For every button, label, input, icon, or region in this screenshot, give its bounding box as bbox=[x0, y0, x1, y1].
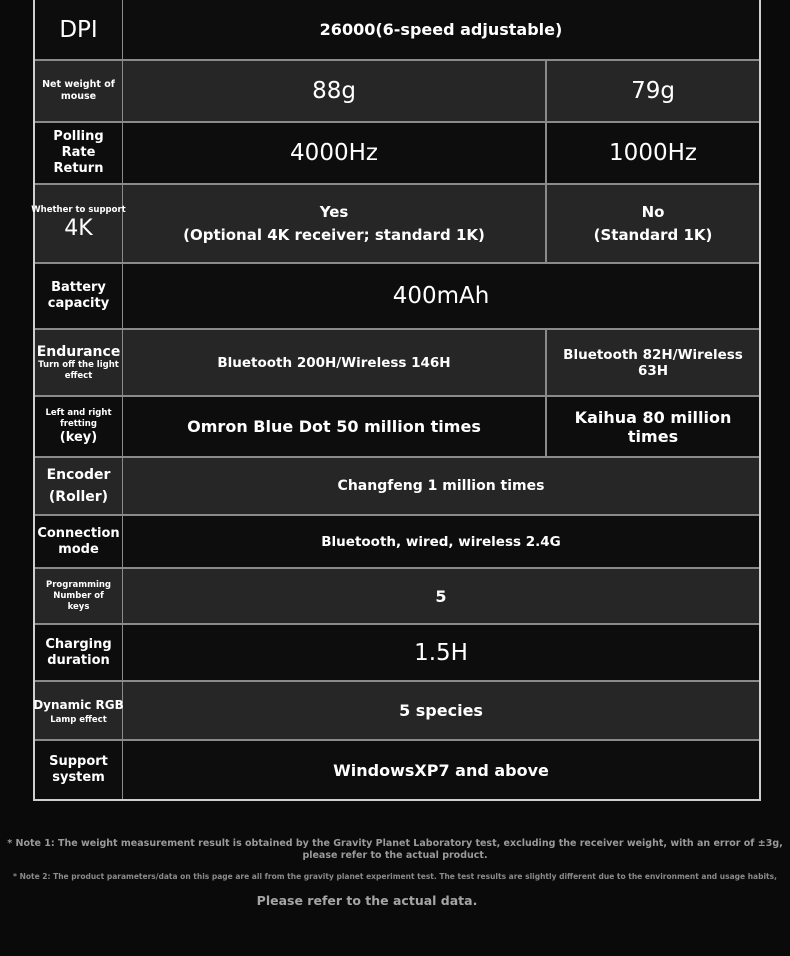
note-1: * Note 1: The weight measurement result is obtained by the Gravity Planet Laboratory test, excluding the receiver weight, with an error of ±3g, please refer to the actual product. bbox=[7, 838, 783, 861]
label-connection: Connection mode bbox=[35, 516, 123, 567]
row-connection bbox=[35, 516, 759, 569]
row-4k bbox=[31, 185, 759, 264]
label-battery: Battery capacity bbox=[35, 264, 123, 328]
value-programming: 5 bbox=[435, 586, 447, 606]
note-3: Please refer to the actual data. bbox=[256, 893, 478, 908]
value-rgb: 5 species bbox=[399, 701, 483, 720]
value-encoder: Changfeng 1 million times bbox=[337, 478, 545, 494]
value-charging: 1.5H bbox=[414, 639, 468, 666]
label-endurance: Endurance Turn off the light effect bbox=[35, 330, 123, 395]
value-keys-b: Kaihua 80 million times bbox=[574, 407, 732, 446]
spec-table bbox=[33, 0, 761, 801]
row-keys bbox=[35, 397, 759, 458]
row-battery bbox=[35, 264, 759, 330]
value-polling-a: 4000Hz bbox=[123, 123, 547, 183]
row-polling bbox=[35, 123, 759, 185]
label-system: Support system bbox=[35, 741, 123, 799]
label-rgb: Dynamic RGB Lamp effect bbox=[35, 682, 123, 739]
value-keys-a: Omron Blue Dot 50 million times bbox=[123, 397, 547, 456]
value-endurance-a: Bluetooth 200H/Wireless 146H bbox=[123, 330, 547, 395]
value-system: WindowsXP7 and above bbox=[333, 760, 549, 780]
label-dpi: DPI bbox=[35, 0, 123, 59]
label-encoder: Encoder (Roller) bbox=[35, 458, 123, 514]
row-system bbox=[35, 741, 759, 799]
row-weight bbox=[35, 61, 759, 123]
label-polling: Polling Rate Return bbox=[35, 123, 123, 183]
value-battery: 400mAh bbox=[392, 283, 490, 309]
label-weight: Net weight of mouse bbox=[35, 61, 123, 121]
label-4k: Whether to support 4K bbox=[35, 185, 123, 262]
row-rgb bbox=[35, 682, 759, 741]
row-charging bbox=[35, 625, 759, 682]
value-weight-b: 79g bbox=[631, 78, 675, 104]
value-weight-a: 88g bbox=[123, 61, 547, 121]
label-charging: Charging duration bbox=[35, 625, 123, 680]
note-2: * Note 2: The product parameters/data on this page are all from the gravity planet experiment test. The test results are slightly different due to the environment and usage habits, bbox=[13, 872, 777, 881]
row-encoder bbox=[35, 458, 759, 516]
value-endurance-b: Bluetooth 82H/Wireless 63H bbox=[563, 346, 743, 379]
row-dpi bbox=[35, 0, 759, 61]
label-programming: Programming Number of keys bbox=[35, 569, 123, 623]
row-endurance bbox=[35, 330, 759, 397]
value-connection: Bluetooth, wired, wireless 2.4G bbox=[321, 533, 561, 550]
value-4k-a: Yes (Optional 4K receiver; standard 1K) bbox=[123, 185, 547, 262]
row-programming bbox=[35, 569, 759, 625]
value-4k-b: No (Standard 1K) bbox=[593, 202, 713, 244]
value-dpi: 26000(6-speed adjustable) bbox=[319, 20, 563, 39]
value-polling-b: 1000Hz bbox=[609, 140, 697, 166]
label-keys: Left and right fretting (key) bbox=[35, 397, 123, 456]
